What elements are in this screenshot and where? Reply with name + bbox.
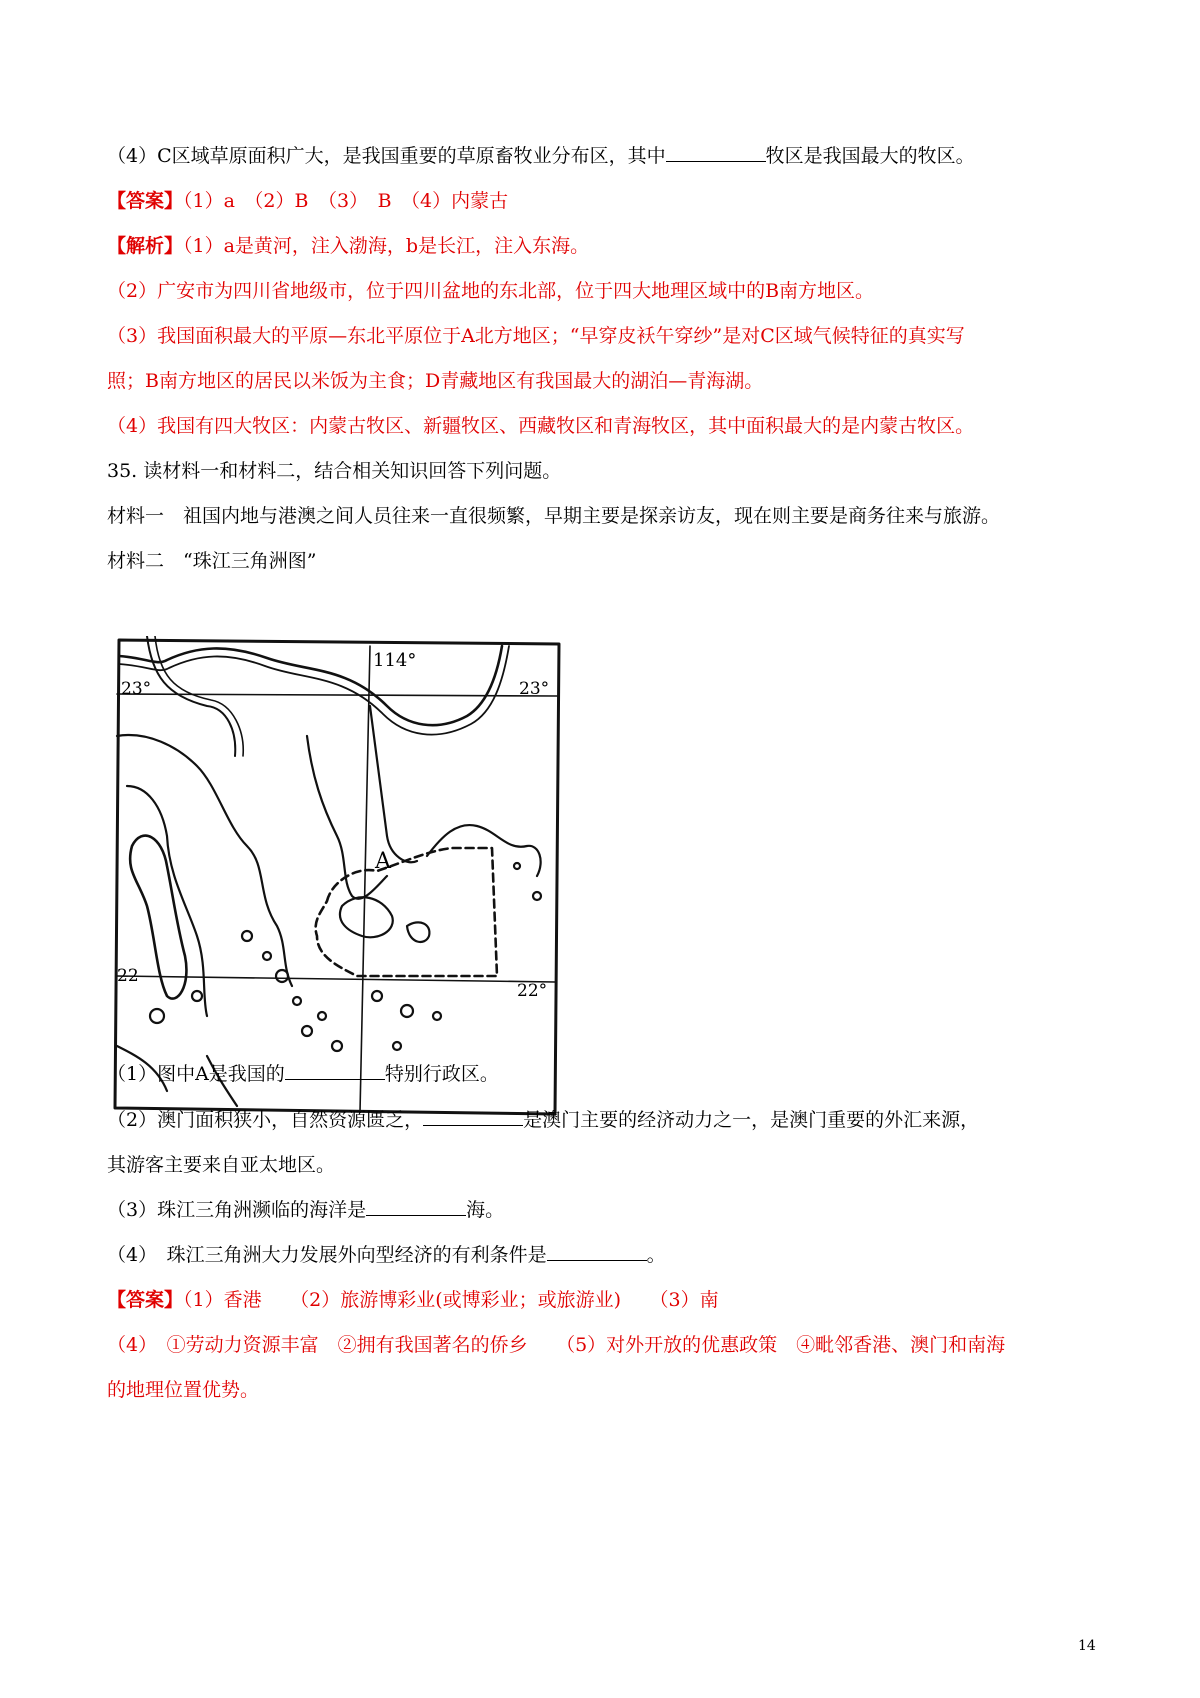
answer-34 [107, 188, 508, 214]
page-number: 14 [1078, 1638, 1096, 1654]
q34-part4 [107, 143, 975, 169]
lat-23-line [117, 694, 557, 696]
q35-part4-prefix: （4） 珠江三角洲大力发展外向型经济的有利条件是 [107, 1244, 547, 1266]
answer-blank [423, 1107, 523, 1126]
hong-kong-boundary [316, 848, 497, 976]
answer-35-line-1 [107, 1287, 719, 1313]
pearl-river-delta-map [107, 636, 607, 1121]
answer-label: 【答案】 [107, 190, 184, 212]
q35-part2-suffix: 是澳门主要的经济动力之一，是澳门重要的外汇来源， [523, 1109, 980, 1131]
river-north [147, 636, 235, 756]
answer-label: 【答案】 [107, 1289, 184, 1311]
analysis-text-1: （1）a是黄河，注入渤海，b是长江，注入东海。 [183, 235, 590, 257]
analysis-line-3b: 照；B南方地区的居民以米饭为主食；D青藏地区有我国最大的湖泊—青海湖。 [107, 370, 764, 392]
q35-part1-prefix: （1）图中A是我国的 [107, 1063, 285, 1085]
q35-part3 [107, 1197, 504, 1223]
river-east [370, 706, 417, 862]
point-a-label: A [375, 849, 391, 874]
river-main-bank [119, 646, 509, 735]
lon-114-label: 114° [373, 650, 417, 671]
river-north-bank [155, 636, 243, 756]
answer-blank [285, 1061, 385, 1080]
q35-part2 [107, 1107, 979, 1133]
answer-text: （1）a （2）B （3） B （4）内蒙古 [183, 190, 509, 212]
lat-22-left-label: 22 [117, 966, 139, 986]
q35-part4 [107, 1242, 666, 1268]
answer-35-text-1: （1）香港 （2）旅游博彩业(或博彩业；或旅游业) （3）南 [183, 1289, 719, 1311]
answer-blank [547, 1242, 647, 1261]
q35-part1-suffix: 特别行政区。 [384, 1063, 499, 1085]
coast-west [117, 735, 292, 986]
lantau-island [340, 897, 393, 937]
answer-blank [366, 1197, 466, 1216]
q35-part2-cont: 其游客主要来自亚太地区。 [107, 1154, 336, 1176]
q34-part4-suffix: 牧区是我国最大的牧区。 [765, 145, 975, 167]
q35-title: 35. 读材料一和材料二，结合相关知识回答下列问题。 [107, 460, 562, 482]
q35-material-1: 材料一 祖国内地与港澳之间人员往来一直很频繁，早期主要是探亲访友，现在则主要是商务往来与旅游。 [107, 505, 1001, 527]
analysis-label: 【解析】 [107, 235, 184, 257]
q34-part4-prefix: （4）C区域草原面积广大，是我国重要的草原畜牧业分布区，其中 [107, 145, 666, 167]
answer-35-line-2: （4） ①劳动力资源丰富 ②拥有我国著名的侨乡 （5）对外开放的优惠政策 ④毗邻香港、澳门和南海 [107, 1334, 1006, 1356]
q35-part1 [107, 1061, 499, 1087]
lon-114-line [360, 646, 370, 1112]
q35-part3-suffix: 海。 [466, 1199, 505, 1221]
lat-23-right-label: 23° [519, 679, 550, 699]
lat-22-right-label: 22° [517, 981, 548, 1001]
lat-23-left-label: 23° [121, 679, 152, 699]
answer-35-line-3: 的地理位置优势。 [107, 1379, 260, 1401]
q35-part4-suffix: 。 [646, 1244, 666, 1266]
q35-material-2: 材料二 “珠江三角洲图” [107, 550, 317, 572]
answer-blank [666, 143, 766, 162]
analysis-line-2: （2）广安市为四川省地级市，位于四川盆地的东北部，位于四大地理区域中的B南方地区。 [107, 280, 875, 302]
analysis-line-1 [107, 233, 589, 259]
q35-part2-prefix: （2）澳门面积狭小，自然资源匮乏， [107, 1109, 424, 1131]
analysis-line-3a: （3）我国面积最大的平原—东北平原位于A北方地区；“早穿皮袄午穿纱”是对C区域气候特征的真实写 [107, 325, 965, 347]
coast-east [307, 736, 387, 899]
coast-west-inner [127, 786, 207, 1016]
hk-island [407, 922, 429, 942]
q35-part3-prefix: （3）珠江三角洲濒临的海洋是 [107, 1199, 367, 1221]
analysis-line-4: （4）我国有四大牧区：内蒙古牧区、新疆牧区、西藏牧区和青海牧区，其中面积最大的是内蒙古牧区。 [107, 415, 975, 437]
